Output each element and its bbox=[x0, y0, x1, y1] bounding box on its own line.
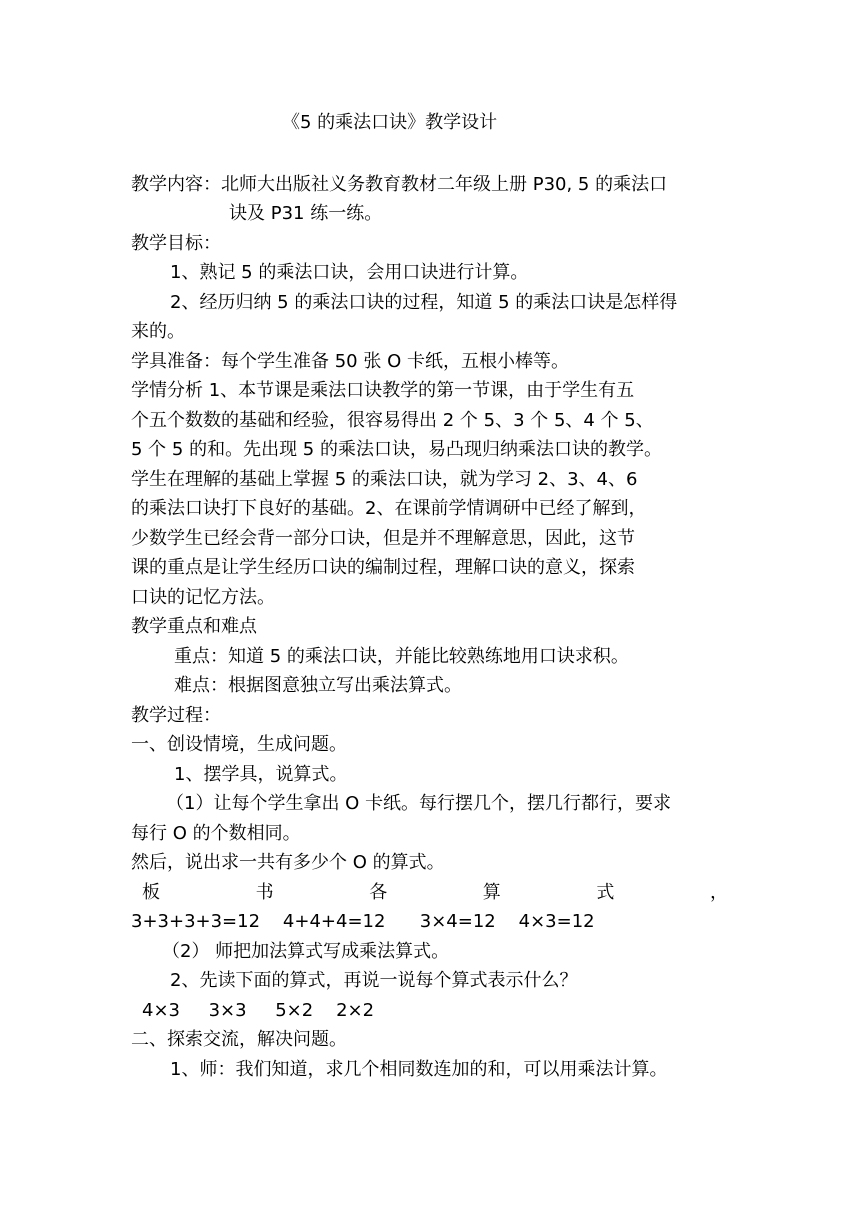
document-title: 《5 的乘法口诀》教学设计 bbox=[282, 112, 498, 133]
board-char: 各 bbox=[369, 882, 388, 903]
text-line: 来的。 bbox=[131, 321, 185, 342]
board-char: 板 bbox=[142, 882, 160, 903]
section-heading: 教学目标： bbox=[131, 233, 221, 254]
text-line: （1）让每个学生拿出 O 卡纸。每行摆几个，摆几行都行，要求 bbox=[166, 793, 672, 814]
formula-line: 4×3 3×3 5×2 2×2 bbox=[142, 1000, 375, 1021]
text-line: 每行 O 的个数相同。 bbox=[131, 823, 301, 844]
text-line: 1、师：我们知道，求几个相同数连加的和，可以用乘法计算。 bbox=[170, 1059, 668, 1080]
text-line: 的乘法口诀打下良好的基础。2、在课前学情调研中已经了解到， bbox=[131, 498, 647, 519]
text-line: 个五个数数的基础和经验，很容易得出 2 个 5、3 个 5、4 个 5、 bbox=[131, 410, 654, 431]
section-heading: 教学过程： bbox=[131, 705, 221, 726]
section-heading: 教学重点和难点 bbox=[131, 616, 257, 637]
text-line: （2） 师把加法算式写成乘法算式。 bbox=[162, 941, 450, 962]
board-char: ， bbox=[709, 882, 728, 903]
board-line bbox=[142, 880, 728, 906]
formula-line: 3+3+3+3=12 4+4+4=12 3×4=12 4×3=12 bbox=[131, 911, 595, 932]
text-line: 学情分析 1、本节课是乘法口诀教学的第一节课，由于学生有五 bbox=[131, 380, 635, 401]
text-line: 2、经历归纳 5 的乘法口诀的过程，知道 5 的乘法口诀是怎样得 bbox=[170, 292, 678, 313]
board-char: 式 bbox=[596, 882, 615, 903]
text-line: 5 个 5 的和。先出现 5 的乘法口诀，易凸现归纳乘法口诀的教学。 bbox=[131, 439, 662, 460]
text-line: 2、先读下面的算式，再说一说每个算式表示什么？ bbox=[170, 970, 578, 991]
text-line: 难点：根据图意独立写出乘法算式。 bbox=[174, 675, 462, 696]
text-line: 重点：知道 5 的乘法口诀，并能比较熟练地用口诀求积。 bbox=[174, 646, 629, 667]
text-line: 1、摆学具，说算式。 bbox=[174, 764, 348, 785]
text-line: 少数学生已经会背一部分口诀，但是并不理解意思，因此，这节 bbox=[131, 528, 635, 549]
text-line: 口诀的记忆方法。 bbox=[131, 587, 275, 608]
text-line: 诀及 P31 练一练。 bbox=[229, 203, 383, 224]
text-line: 课的重点是让学生经历口诀的编制过程，理解口诀的意义，探索 bbox=[131, 557, 635, 578]
section-heading: 一、创设情境，生成问题。 bbox=[131, 734, 347, 755]
text-line: 然后，说出求一共有多少个 O 的算式。 bbox=[131, 852, 445, 873]
section-heading: 二、探索交流，解决问题。 bbox=[131, 1029, 347, 1050]
text-line: 1、熟记 5 的乘法口诀，会用口诀进行计算。 bbox=[170, 262, 529, 283]
text-line: 教学内容：北师大出版社义务教育教材二年级上册 P30, 5 的乘法口 bbox=[131, 174, 668, 195]
text-line: 学生在理解的基础上掌握 5 的乘法口诀，就为学习 2、3、4、6 bbox=[131, 469, 638, 490]
text-line: 学具准备：每个学生准备 50 张 O 卡纸，五根小棒等。 bbox=[131, 351, 569, 372]
board-char: 算 bbox=[482, 882, 501, 903]
board-char: 书 bbox=[255, 882, 274, 903]
